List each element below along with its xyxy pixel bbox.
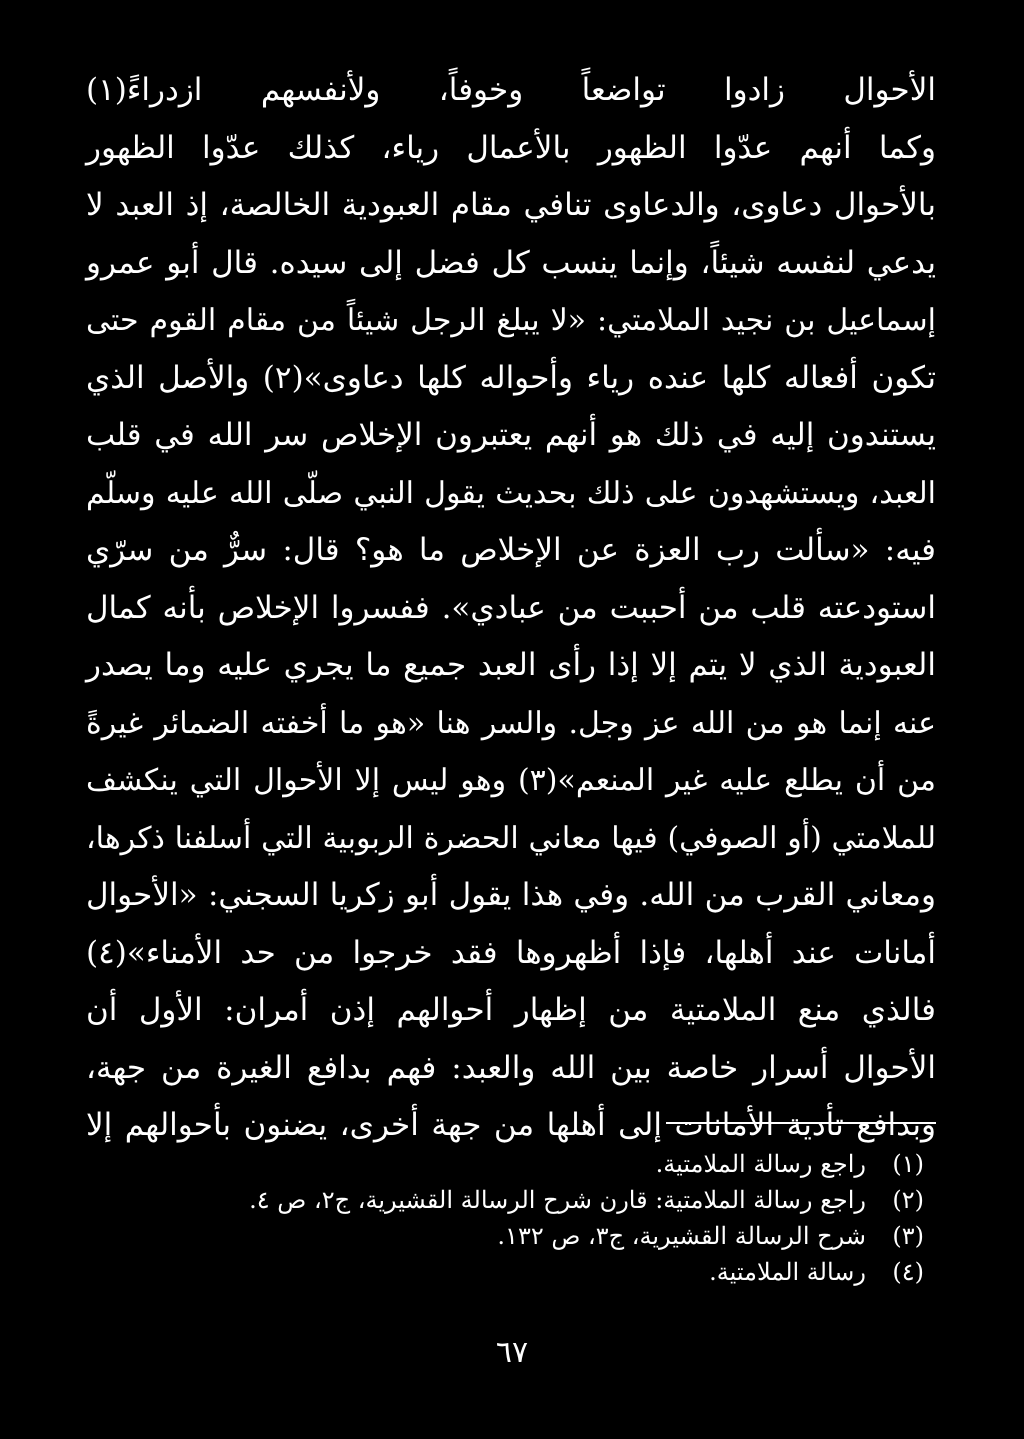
text-line: وكما أنهم عدّوا الظهور بالأعمال رياء، كذلك عدّوا الظهور [86,129,936,166]
text-line: للملامتي (أو الصوفي) فيها معاني الحضرة الربوبية التي أسلفنا ذكرها، [86,820,936,856]
footnote [104,1254,924,1290]
footnote-number: (٤) [892,1258,924,1286]
text-line: ومعاني القرب من الله. وفي هذا يقول أبو زكريا السجني: «الأحوال [86,877,936,913]
text-line: إسماعيل بن نجيد الملامتي: «لا يبلغ الرجل شيئاً من مقام القوم حتى [86,303,936,338]
footnote-number: (١) [892,1150,924,1178]
page-number: ٦٧ [495,1335,529,1370]
text-line: الأحوال زادوا تواضعاً وخوفاً، ولأنفسهم ازدراءً(١) [86,72,936,108]
text-line: فالذي منع الملامتية من إظهار أحوالهم إذن أمران: الأول أن [86,992,936,1028]
text-line: بالأحوال دعاوى، والدعاوى تنافي مقام العبودية الخالصة، إذ العبد لا [86,187,936,223]
footnote-text: رسالة الملامتية. [709,1258,866,1286]
footnote-text: راجع رسالة الملامتية: قارن شرح الرسالة القشيرية، ج٢، ص ٤. [249,1186,866,1214]
text-line: من أن يطلع عليه غير المنعم»(٣) وهو ليس إلا الأحوال التي ينكشف [86,763,936,798]
text-line: يستندون إليه في ذلك هو أنهم يعتبرون الإخلاص سر الله في قلب [86,417,936,453]
text-line: عنه إنما هو من الله عز وجل. والسر هنا «هو ما أخفته الضمائر غيرةً [86,705,936,741]
footnote-text: راجع رسالة الملامتية. [655,1150,866,1178]
footnote [104,1182,924,1218]
text-line: العبودية الذي لا يتم إلا إذا رأى العبد جميع ما يجري عليه وما يصدر [86,647,936,683]
text-line: العبد، ويستشهدون على ذلك بحديث يقول النبي صلّى الله عليه وسلّم [86,475,936,511]
footnote-number: (٢) [892,1186,924,1214]
text-line: أمانات عند أهلها، فإذا أظهروها فقد خرجوا من حد الأمناء»(٤) [86,934,936,971]
footnote [104,1146,924,1182]
text-line: فيه: «سألت رب العزة عن الإخلاص ما هو؟ قال: سرٌّ من سرّي [86,532,936,568]
footnote-text: شرح الرسالة القشيرية، ج٣، ص ١٣٢. [497,1222,866,1250]
footnote-divider [666,1122,936,1124]
main-text [86,62,936,1155]
text-line: تكون أفعاله كلها عنده رياء وأحواله كلها دعاوى»(٢) والأصل الذي [86,359,936,396]
footnote-number: (٣) [892,1222,924,1250]
text-line: الأحوال أسرار خاصة بين الله والعبد: فهم بدافع الغيرة من جهة، [86,1049,936,1086]
footnotes [104,1146,924,1290]
text-line: استودعته قلب من أحببت من عبادي». ففسروا الإخلاص بأنه كمال [86,589,936,626]
text-line: وبدافع تأدية الأمانات إلى أهلها من جهة أخرى، يضنون بأحوالهم إلا [86,1107,936,1143]
text-line: يدعي لنفسه شيئاً، وإنما ينسب كل فضل إلى سيده. قال أبو عمرو [86,244,936,281]
footnote [104,1218,924,1254]
